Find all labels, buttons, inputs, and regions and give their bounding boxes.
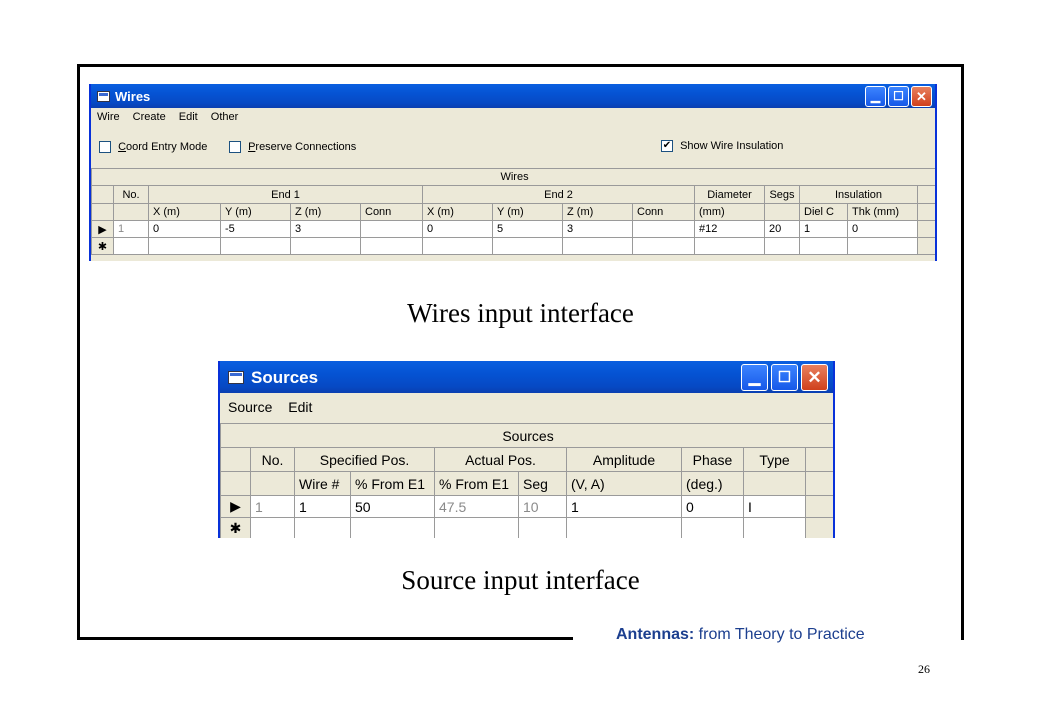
cell-diameter[interactable]: #12 [695,221,765,238]
grid-filler [806,496,836,518]
col-header-diameter[interactable]: Diameter [695,186,765,204]
new-cell[interactable] [765,238,800,255]
new-cell[interactable] [435,518,519,539]
sources-window-title: Sources [251,368,319,387]
col-header-amplitude[interactable]: Amplitude [567,448,682,472]
cell-end1-z[interactable]: 3 [291,221,361,238]
grid-filler [806,448,836,472]
close-button[interactable]: ✕ [801,364,828,391]
preserve-connections-option[interactable] [229,141,356,153]
new-cell[interactable] [800,238,848,255]
wires-grid-title: Wires [92,169,938,186]
subheader-segs [765,204,800,221]
coord-entry-mode-checkbox[interactable] [99,141,111,153]
wires-titlebar[interactable] [91,84,935,108]
subheader-diel-c: Diel C [800,204,848,221]
cell-end2-z[interactable]: 3 [563,221,633,238]
col-header-end2[interactable]: End 2 [423,186,695,204]
minimize-button[interactable]: ▁ [865,86,886,107]
table-row[interactable] [92,221,938,238]
grid-corner [92,186,114,204]
cell-type[interactable]: I [744,496,806,518]
menu-source[interactable]: Source [228,399,273,415]
row-selector-current-icon[interactable]: ▶ [221,496,251,518]
menu-edit[interactable]: Edit [178,111,198,123]
subheader-phase-units: (deg.) [682,472,744,496]
table-row[interactable] [221,496,836,518]
new-cell[interactable] [567,518,682,539]
new-cell[interactable] [519,518,567,539]
cell-seg: 10 [519,496,567,518]
sources-grid [220,423,835,538]
grid-filler [918,204,938,221]
cell-no: 1 [251,496,295,518]
cell-no: 1 [114,221,149,238]
new-cell[interactable] [291,238,361,255]
subheader-diameter-mm: (mm) [695,204,765,221]
col-header-end1[interactable]: End 1 [149,186,423,204]
grid-corner [221,472,251,496]
subheader-blank [114,204,149,221]
menu-create[interactable]: Create [132,111,166,123]
cell-end1-conn[interactable] [361,221,423,238]
subheader-end2-z: Z (m) [563,204,633,221]
cell-end2-x[interactable]: 0 [423,221,493,238]
sources-window [218,361,835,538]
new-cell[interactable] [493,238,563,255]
table-row-new[interactable] [92,238,938,255]
menu-wire[interactable]: Wire [97,111,120,123]
slide-frame-bottom [77,637,573,640]
show-wire-insulation-label: Show Wire Insulation [680,140,784,152]
caption-sources: Source input interface [401,565,640,595]
maximize-button[interactable]: ☐ [771,364,798,391]
new-cell[interactable] [221,238,291,255]
new-cell[interactable] [848,238,918,255]
grid-filler [918,238,938,255]
subheader-actual-from-e1: % From E1 [435,472,519,496]
row-selector-current-icon[interactable]: ▶ [92,221,114,238]
page-number: 26 [918,662,930,676]
grid-corner [92,204,114,221]
col-header-segs[interactable]: Segs [765,186,800,204]
sources-grid-title: Sources [221,424,836,448]
col-header-specified-pos[interactable]: Specified Pos. [295,448,435,472]
wires-window-title: Wires [115,89,151,104]
subheader-end1-x: X (m) [149,204,221,221]
slide-frame-left [77,64,80,640]
cell-specified-from-e1[interactable]: 50 [351,496,435,518]
cell-actual-from-e1: 47.5 [435,496,519,518]
subheader-seg: Seg [519,472,567,496]
wires-grid [91,168,937,255]
caption-wires: Wires input interface [407,298,634,328]
cell-end2-y[interactable]: 5 [493,221,563,238]
maximize-button[interactable]: ☐ [888,86,909,107]
new-cell[interactable] [563,238,633,255]
new-cell[interactable] [361,238,423,255]
subheader-end1-z: Z (m) [291,204,361,221]
menu-edit[interactable]: Edit [288,399,313,415]
subheader-amplitude-units: (V, A) [567,472,682,496]
new-cell[interactable] [744,518,806,539]
new-cell[interactable] [423,238,493,255]
new-row-asterisk-icon[interactable]: ✱ [221,518,251,539]
sources-titlebar[interactable] [220,361,833,393]
cell-end2-conn[interactable] [633,221,695,238]
col-header-no[interactable]: No. [251,448,295,472]
show-wire-insulation-checkbox[interactable] [661,140,673,152]
new-cell[interactable] [695,238,765,255]
subheader-end2-conn: Conn [633,204,695,221]
cell-segs[interactable]: 20 [765,221,800,238]
subheader-blank [251,472,295,496]
show-wire-insulation-option[interactable] [661,140,783,152]
window-app-icon [97,91,110,102]
new-row-asterisk-icon[interactable]: ✱ [92,238,114,255]
preserve-connections-checkbox[interactable] [229,141,241,153]
coord-entry-mode-label: Coord Entry Mode [118,141,208,153]
table-row-new[interactable] [221,518,836,539]
footer-book-title: Antennas: from Theory to Practice [616,626,865,643]
coord-entry-mode-option[interactable] [99,141,207,153]
close-button[interactable]: ✕ [911,86,932,107]
grid-filler [806,518,836,539]
new-cell[interactable] [149,238,221,255]
slide-frame-top [77,64,964,67]
subheader-end1-y: Y (m) [221,204,291,221]
wires-menubar [97,111,935,129]
cell-end1-x[interactable]: 0 [149,221,221,238]
col-header-type[interactable]: Type [744,448,806,472]
col-header-insulation[interactable]: Insulation [800,186,918,204]
subheader-wire-num: Wire # [295,472,351,496]
subheader-type [744,472,806,496]
col-header-no[interactable]: No. [114,186,149,204]
slide-frame-right [961,64,964,640]
new-cell[interactable] [251,518,295,539]
cell-end1-y[interactable]: -5 [221,221,291,238]
col-header-actual-pos[interactable]: Actual Pos. [435,448,567,472]
new-cell[interactable] [633,238,695,255]
subheader-end1-conn: Conn [361,204,423,221]
subheader-end2-x: X (m) [423,204,493,221]
subheader-end2-y: Y (m) [493,204,563,221]
subheader-specified-from-e1: % From E1 [351,472,435,496]
grid-filler [918,186,938,204]
window-app-icon [228,371,244,384]
cell-amplitude[interactable]: 1 [567,496,682,518]
subheader-thk: Thk (mm) [848,204,918,221]
grid-filler [806,472,836,496]
col-header-phase[interactable]: Phase [682,448,744,472]
sources-menubar [228,399,833,419]
grid-filler [918,221,938,238]
new-cell[interactable] [114,238,149,255]
cell-thk[interactable]: 0 [848,221,918,238]
new-cell[interactable] [295,518,351,539]
preserve-connections-label: Preserve Connections [248,141,357,153]
new-cell[interactable] [351,518,435,539]
cell-wire-num[interactable]: 1 [295,496,351,518]
checkmark-icon: ✔ [662,140,672,152]
minimize-button[interactable]: ▁ [741,364,768,391]
grid-corner [221,448,251,472]
menu-other[interactable]: Other [210,111,239,123]
new-cell[interactable] [682,518,744,539]
wires-window [89,84,937,261]
cell-diel-c[interactable]: 1 [800,221,848,238]
cell-phase[interactable]: 0 [682,496,744,518]
